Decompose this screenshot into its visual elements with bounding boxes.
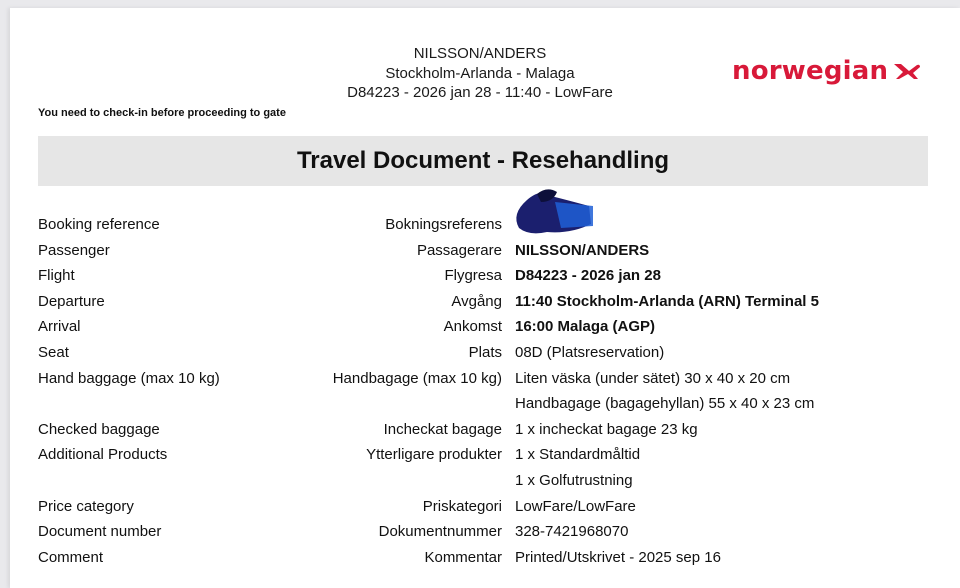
detail-row	[10, 238, 960, 264]
label-swedish: Avgång	[451, 292, 502, 310]
label-swedish: Kommentar	[424, 548, 502, 566]
document-title: Travel Document - Resehandling	[296, 147, 670, 174]
detail-row	[10, 366, 960, 392]
label-english: Additional Products	[38, 446, 168, 464]
label-english: Departure	[38, 292, 105, 310]
label-english: Booking reference	[38, 216, 160, 233]
detail-value: 08D (Platsreservation)	[515, 343, 665, 361]
label-english: Passenger	[38, 241, 110, 259]
detail-value: Printed/Utskrivet - 2025 sep 16	[515, 548, 721, 566]
header-passenger: NILSSON/ANDERS	[413, 45, 547, 62]
detail-row	[10, 289, 960, 315]
header-route: Stockholm-Arlanda - Malaga	[385, 64, 575, 82]
detail-row	[10, 263, 960, 289]
label-english: Checked baggage	[38, 420, 160, 438]
detail-value: NILSSON/ANDERS	[515, 241, 650, 259]
detail-row	[10, 442, 960, 468]
detail-value: Liten väska (under sätet) 30 x 40 x 20 cm	[515, 369, 791, 387]
label-swedish: Ankomst	[443, 318, 502, 336]
detail-row	[10, 468, 960, 494]
detail-value: Handbagage (bagagehyllan) 55 x 40 x 23 cm	[515, 395, 815, 413]
detail-row	[10, 314, 960, 340]
label-english: Flight	[38, 267, 75, 285]
detail-value: 1 x Golfutrustning	[515, 471, 633, 489]
detail-value: D84223 - 2026 jan 28	[515, 267, 661, 285]
label-swedish: Incheckat bagage	[383, 420, 502, 438]
label-english: Seat	[38, 343, 69, 361]
logo-wordmark: norwegian	[732, 56, 889, 86]
label-english: Hand baggage (max 10 kg)	[38, 369, 220, 387]
detail-value: 1 x incheckat bagage 23 kg	[515, 420, 698, 438]
label-swedish: Bokningsreferens	[385, 216, 502, 233]
label-swedish: Plats	[468, 343, 502, 361]
label-swedish: Dokumentnummer	[378, 523, 502, 541]
detail-row	[10, 417, 960, 443]
label-swedish: Handbagage (max 10 kg)	[332, 369, 502, 387]
header-flight-line: D84223 - 2026 jan 28 - 11:40 - LowFare	[347, 84, 613, 101]
detail-row	[10, 340, 960, 366]
airplane-icon	[892, 60, 922, 82]
label-english: Arrival	[38, 318, 81, 336]
label-swedish: Priskategori	[422, 497, 502, 515]
detail-value: LowFare/LowFare	[515, 497, 636, 515]
label-english: Price category	[38, 497, 134, 515]
detail-value: 16:00 Malaga (AGP)	[515, 318, 656, 336]
detail-row	[10, 494, 960, 520]
detail-row	[10, 212, 960, 238]
label-swedish: Passagerare	[416, 241, 502, 259]
checkin-notice: You need to check-in before proceeding to gate	[38, 107, 286, 119]
label-english: Document number	[38, 523, 162, 541]
label-swedish: Ytterligare produkter	[366, 446, 502, 464]
detail-row	[10, 391, 960, 417]
detail-row	[10, 545, 960, 571]
title-bar	[38, 136, 928, 186]
detail-value: 1 x Standardmåltid	[515, 446, 641, 464]
details-table	[10, 212, 960, 570]
label-swedish: Flygresa	[444, 267, 502, 285]
detail-row	[10, 519, 960, 545]
detail-value: 328-7421968070	[515, 523, 629, 541]
norwegian-logo	[732, 56, 922, 86]
detail-value: 11:40 Stockholm-Arlanda (ARN) Terminal 5	[515, 292, 819, 310]
label-english: Comment	[38, 548, 104, 566]
travel-document-page	[10, 8, 960, 588]
